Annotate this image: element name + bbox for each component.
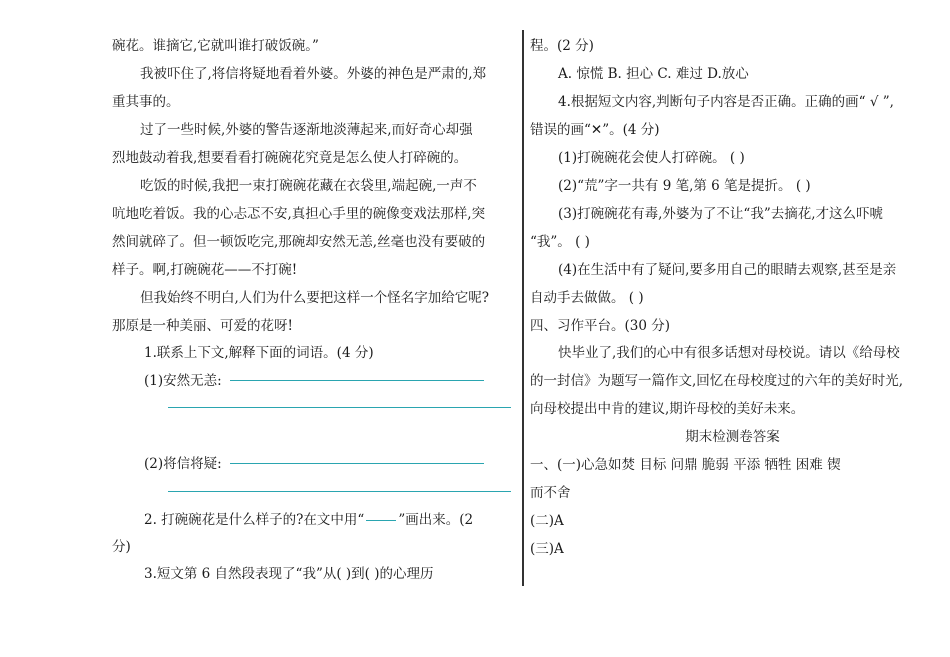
writing-prompt-line: 快毕业了,我们的心中有很多话想对母校说。请以《给母校 bbox=[558, 345, 900, 361]
question-3: 3.短文第 6 自然段表现了“我”从( )到( )的心理历 bbox=[144, 566, 434, 582]
writing-prompt-line: 向母校提出中肯的建议,期许母校的美好未来。 bbox=[530, 401, 805, 417]
answer-line-1-cont: 而不舍 bbox=[530, 485, 571, 501]
question-4-cont: 错误的画“✕”。(4 分) bbox=[530, 122, 660, 138]
judge-item-1: (1)打碗碗花会使人打碎碗。 ( ) bbox=[558, 150, 745, 166]
answer-line-2: (二)A bbox=[530, 513, 564, 529]
judge-item-3-cont: “我”。 ( ) bbox=[530, 234, 590, 250]
answer-line-1: 一、(一)心急如焚 目标 问鼎 脆弱 平添 牺牲 困难 锲 bbox=[530, 457, 841, 473]
question-1: 1.联系上下文,解释下面的词语。(4 分) bbox=[144, 345, 374, 361]
judge-item-4: (4)在生活中有了疑问,要多用自己的眼睛去观察,甚至是亲 bbox=[558, 262, 897, 278]
passage-line: 然间就碎了。但一顿饭吃完,那碗却安然无恙,丝毫也没有要破的 bbox=[112, 234, 486, 250]
answer-line[interactable] bbox=[230, 380, 484, 381]
answer-line[interactable] bbox=[168, 491, 511, 492]
question-4: 4.根据短文内容,判断句子内容是否正确。正确的画“ √ ”, bbox=[558, 94, 894, 110]
passage-line: 样子。啊,打碗碗花——不打碗! bbox=[112, 262, 298, 278]
options-line: A. 惊慌 B. 担心 C. 难过 D.放心 bbox=[558, 66, 749, 82]
answer-key-title: 期末检测卷答案 bbox=[685, 429, 780, 445]
answer-line[interactable] bbox=[230, 463, 484, 464]
underline-mark bbox=[366, 520, 396, 521]
judge-item-2: (2)“荒”字一共有 9 笔,第 6 笔是提折。 ( ) bbox=[558, 178, 811, 194]
passage-line: 那原是一种美丽、可爱的花呀! bbox=[112, 318, 293, 334]
passage-line: 我被吓住了,将信将疑地看着外婆。外婆的神色是严肃的,郑 bbox=[140, 66, 487, 82]
section-4-heading: 四、习作平台。(30 分) bbox=[530, 318, 671, 334]
question-3-cont: 程。(2 分) bbox=[530, 38, 594, 54]
passage-line: 碗花。谁摘它,它就叫谁打破饭碗。” bbox=[112, 38, 319, 54]
judge-item-3: (3)打碗碗花有毒,外婆为了不让“我”去摘花,才这么吓唬 bbox=[558, 206, 884, 222]
column-divider bbox=[522, 30, 524, 586]
question-1-2-label: (2)将信将疑: bbox=[144, 456, 222, 472]
question-2-cont: 分) bbox=[112, 539, 131, 555]
answer-line[interactable] bbox=[168, 407, 511, 408]
passage-line: 过了一些时候,外婆的警告逐渐地淡薄起来,而好奇心却强 bbox=[140, 122, 473, 138]
passage-line: 烈地鼓动着我,想要看看打碗碗花究竟是怎么使人打碎碗的。 bbox=[112, 150, 468, 166]
question-1-1-label: (1)安然无恙: bbox=[144, 373, 222, 389]
judge-item-4-cont: 自动手去做做。 ( ) bbox=[530, 290, 644, 306]
passage-line: 重其事的。 bbox=[112, 94, 180, 110]
passage-line: 吃饭的时候,我把一束打碗碗花藏在衣袋里,端起碗,一声不 bbox=[140, 178, 477, 194]
question-2: 2. 打碗碗花是什么样子的?在文中用“ ”画出来。(2 bbox=[144, 512, 474, 528]
passage-line: 吭地吃着饭。我的心忐忑不安,真担心手里的碗像变戏法那样,突 bbox=[112, 206, 486, 222]
writing-prompt-line: 的一封信》为题写一篇作文,回忆在母校度过的六年的美好时光, bbox=[530, 373, 904, 389]
passage-line: 但我始终不明白,人们为什么要把这样一个怪名字加给它呢? bbox=[140, 290, 490, 306]
answer-line-3: (三)A bbox=[530, 541, 564, 557]
